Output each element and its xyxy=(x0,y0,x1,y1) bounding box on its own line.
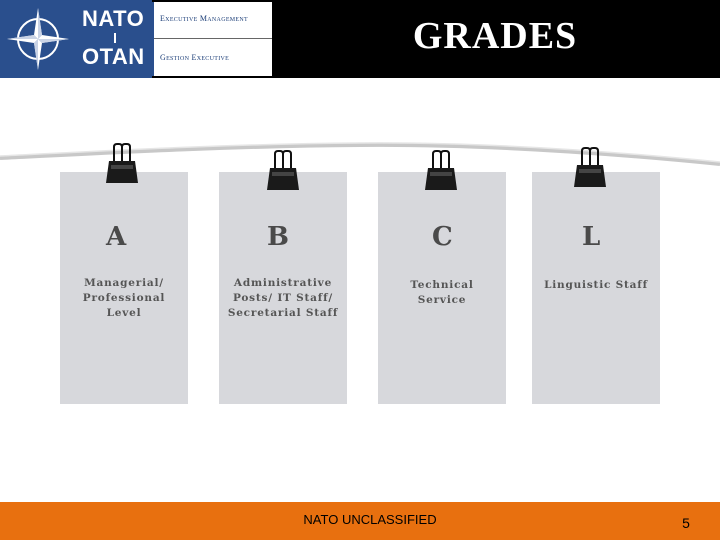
office-name-fr: Gestion Executive xyxy=(160,53,230,62)
footer-bar xyxy=(0,502,720,540)
grade-description: Linguistic Staff xyxy=(544,279,648,291)
grade-card-a xyxy=(60,172,188,404)
binder-clip-icon xyxy=(424,150,458,192)
classification-label: NATO UNCLASSIFIED xyxy=(303,512,437,527)
org-name-fr: OTAN xyxy=(82,44,145,69)
page-title: GRADES xyxy=(412,15,578,57)
grade-letter: B xyxy=(267,222,291,252)
grade-description: Technical Service xyxy=(410,279,474,306)
office-name-en: Executive Management xyxy=(160,14,248,23)
binder-clip-icon xyxy=(105,143,139,185)
grade-description: Managerial/ Professional Level xyxy=(82,277,166,319)
page-number: 5 xyxy=(682,515,690,531)
org-name-en: NATO xyxy=(82,6,145,31)
grade-letter: A xyxy=(106,222,129,252)
binder-clip-icon xyxy=(573,147,607,189)
grade-card-l xyxy=(532,172,660,404)
grade-card-c xyxy=(378,172,506,404)
grade-letter: C xyxy=(432,222,455,252)
grade-description: Administrative Posts/ IT Staff/ Secretarial Staff xyxy=(227,277,339,319)
binder-clip-icon xyxy=(266,150,300,192)
grade-card-b xyxy=(219,172,347,404)
grade-letter: L xyxy=(582,222,603,252)
